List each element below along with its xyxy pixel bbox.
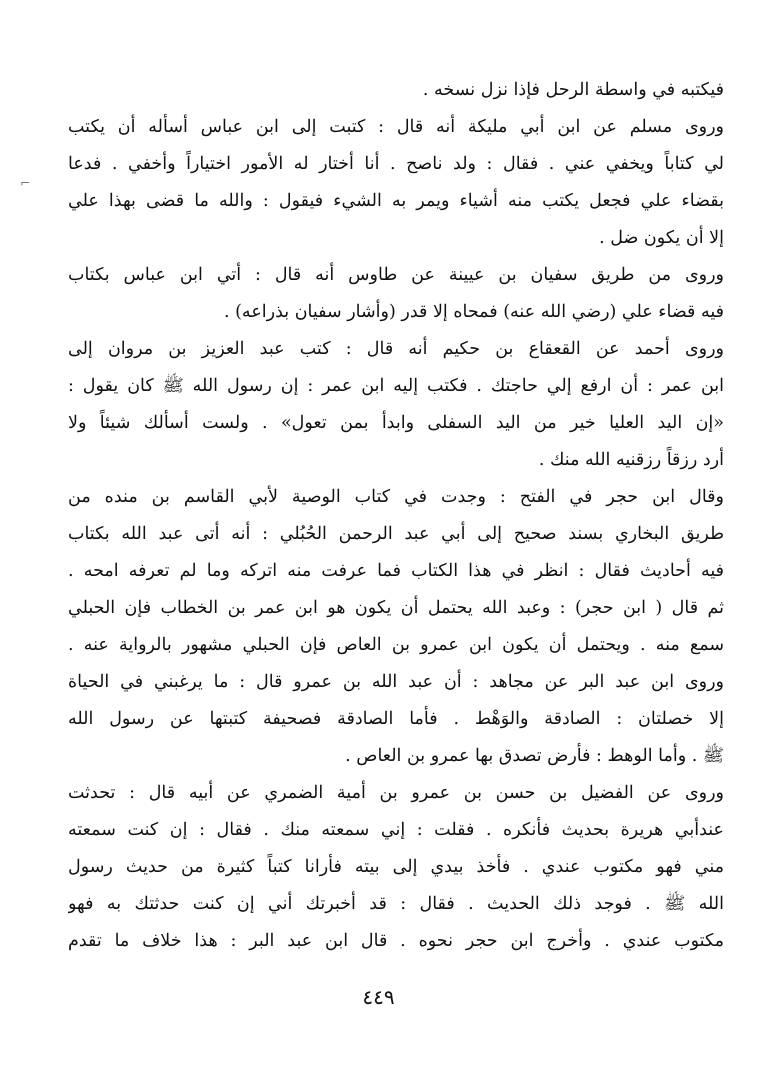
text-line: مني فهو مكتوب عندي . فأخذ بيدي إلى بيته فأرانا كتباً كثيرة من حديث رسول	[68, 857, 724, 877]
text-line: ثم قال ( ابن حجر) : وعبد الله يحتمل أن يكون هو ابن عمر بن الخطاب فإن الحبلي	[68, 598, 724, 618]
text-line: ﷺ . وأما الوهط : فأرض تصدق بها عمرو بن العاص .	[345, 746, 724, 766]
text-line: لي كتاباً ويخفي عني . فقال : ولد ناصح . أنا أختار له الأمور اختياراً وأخفي . فدعا	[68, 154, 724, 174]
margin-mark: ⌐	[20, 176, 31, 190]
text-line: وروى مسلم عن ابن أبي مليكة أنه قال : كتبت إلى ابن عباس أسأله أن يكتب	[68, 117, 724, 137]
text-line: أرد رزقاً رزقنيه الله منك .	[538, 450, 724, 470]
text-line: بقضاء علي فجعل يكتب منه أشياء ويمر به الشيء فيقول : والله ما قضى بهذا علي	[68, 191, 724, 211]
text-line: «إن اليد العليا خير من اليد السفلى وابدأ بمن تعول» . ولست أسألك شيئاً ولا	[68, 413, 724, 433]
text-line: إلا خصلتان : الصادقة والوَهْط . فأما الصادقة فصحيفة كتبتها عن رسول الله	[68, 709, 724, 729]
text-line: عندأبي هريرة بحديث فأنكره . فقلت : إني سمعته منك . فقال : إن كنت سمعته	[68, 820, 724, 840]
text-line: فيه قضاء علي (رضي الله عنه) فمحاه إلا قدر (وأشار سفيان بذراعه) .	[223, 302, 724, 322]
text-line: ابن عمر : أن ارفع إلي حاجتك . فكتب إليه ابن عمر : إن رسول الله ﷺ كان يقول :	[68, 376, 724, 396]
text-line: مكتوب عندي . وأخرج ابن حجر نحوه . قال ابن عبد البر : هذا خلاف ما تقدم	[68, 931, 724, 951]
text-line: وروى عن الفضيل بن حسن بن عمرو بن أمية الضمري عن أبيه قال : تحدثت	[68, 783, 724, 803]
text-line: وروى أحمد عن القعقاع بن حكيم أنه قال : كتب عبد العزيز بن مروان إلى	[68, 339, 724, 359]
text-line: وقال ابن حجر في الفتح : وجدت في كتاب الوصية لأبي القاسم بن منده من	[68, 487, 724, 507]
text-line: فيه أحاديث فقال : انظر في هذا الكتاب فما عرفت منه اتركه وما لم تعرفه امحه .	[68, 561, 724, 581]
text-line: سمع منه . ويحتمل أن يكون ابن عمرو بن العاص فإن الحبلي مشهور بالرواية عنه .	[68, 635, 724, 655]
body-text	[68, 72, 724, 960]
page-number: ٤٤٩	[362, 985, 395, 1009]
text-line: الله ﷺ . فوجد ذلك الحديث . فقال : قد أخبرتك أني إن كنت حدثتك به فهو	[68, 894, 724, 914]
text-line: وروى ابن عبد البر عن مجاهد : أن عبد الله بن عمرو قال : ما يرغبني في الحياة	[68, 672, 724, 692]
text-line: فيكتبه في واسطة الرحل فإذا نزل نسخه .	[422, 80, 724, 100]
text-line: طريق البخاري بسند صحيح إلى أبي عبد الرحمن الحُبُلي : أنه أتى عبد الله بكتاب	[68, 524, 724, 544]
text-line: وروى من طريق سفيان بن عيينة عن طاوس أنه قال : أتي ابن عباس بكتاب	[68, 265, 724, 285]
text-line: إلا أن يكون ضل .	[599, 228, 724, 248]
